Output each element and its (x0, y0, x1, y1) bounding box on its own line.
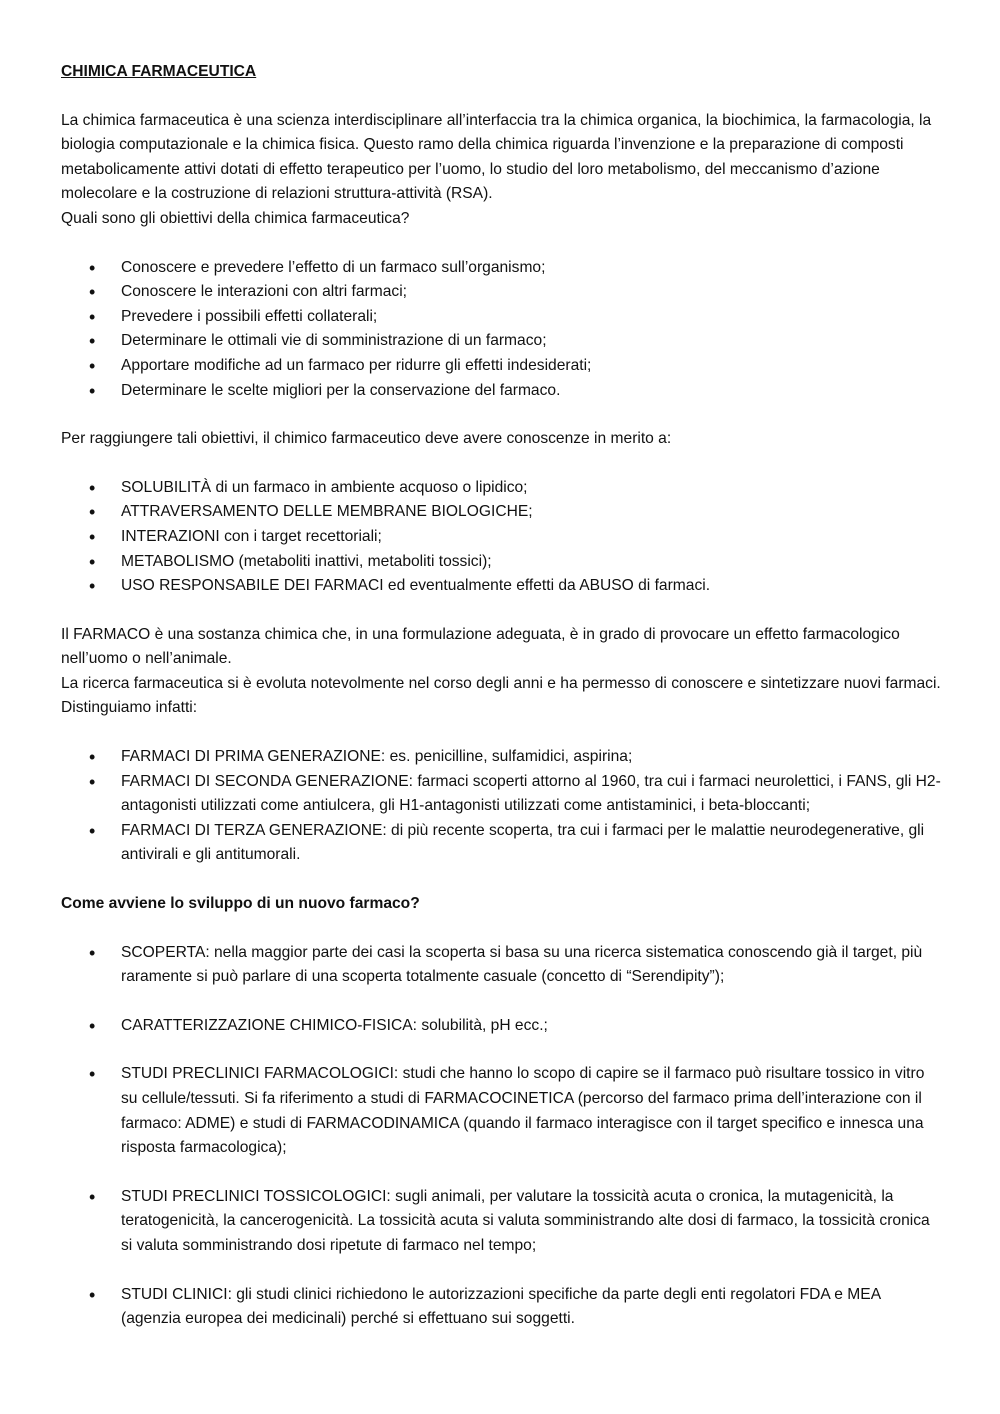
document-title: CHIMICA FARMACEUTICA (61, 63, 257, 80)
spacer (61, 868, 941, 892)
list-item: • Conoscere le interazioni con altri farmaci; (61, 280, 941, 305)
list-item: • FARMACI DI TERZA GENERAZIONE: di più recente scoperta, tra cui i farmaci per le malattie neurodegenerative, gli antivirali e gli antitumorali. (61, 819, 941, 868)
list-item: • METABOLISMO (metaboliti inattivi, metaboliti tossici); (61, 550, 941, 575)
list-item: • Conoscere e prevedere l’effetto di un farmaco sull’organismo; (61, 256, 941, 281)
list-item: • STUDI PRECLINICI FARMACOLOGICI: studi che hanno lo scopo di capire se il farmaco può risultare tossico in vitro su cellule/tessuti. Si fa riferimento a studi di FARMACOCINETICA (percorso del farmaco prima dell’interazione con il farmaco: ADME) e studi di FARMACODINAMICA (quando il farmaco interagisce con il target specifico e innesca una risposta farmacologica); (61, 1062, 941, 1160)
list-item: • STUDI PRECLINICI TOSSICOLOGICI: sugli animali, per valutare la tossicità acuta o cronica, la mutagenicità, la teratogenicità, la cancerogenicità. La tossicità acuta si valuta somministrando alte dosi di farmaco, la tossicità cronica si valuta somministrando dosi ripetute di farmaco nel tempo; (61, 1185, 941, 1259)
list-item: • Prevedere i possibili effetti collaterali; (61, 305, 941, 330)
spacer (61, 403, 941, 427)
list-item: • Determinare le scelte migliori per la conservazione del farmaco. (61, 379, 941, 404)
development-steps-list (61, 941, 941, 1332)
spacer (61, 721, 941, 745)
intro-paragraph: La chimica farmaceutica è una scienza interdisciplinare all’interfaccia tra la chimica organica, la biochimica, la farmacologia, la biologia computazionale e la chimica fisica. Questo ramo della chimica riguarda l’invenzione e la preparazione di composti metabolicamente attivi dotati di effetto terapeutico per l’uomo, lo studio del loro metabolismo, del meccanismo d’azione molecolare e la costruzione di relazioni struttura-attività (RSA). (61, 111, 932, 203)
intro-question: Quali sono gli obiettivi della chimica farmaceutica? (61, 209, 410, 227)
ricerca-paragraph: La ricerca farmaceutica si è evoluta notevolmente nel corso degli anni e ha permesso di conoscere e sintetizzare nuovi farmaci. Distinguiamo infatti: (61, 674, 941, 717)
generations-list (61, 745, 941, 868)
list-item: • INTERAZIONI con i target recettoriali; (61, 525, 941, 550)
list-item: • USO RESPONSABILE DEI FARMACI ed eventualmente effetti da ABUSO di farmaci. (61, 574, 941, 599)
spacer (61, 232, 941, 256)
spacer (61, 599, 941, 623)
document-page (61, 60, 941, 1332)
list-item: • ATTRAVERSAMENTO DELLE MEMBRANE BIOLOGICHE; (61, 500, 941, 525)
knowledge-intro: Per raggiungere tali obiettivi, il chimico farmaceutico deve avere conoscenze in merito a: (61, 430, 672, 448)
knowledge-list (61, 476, 941, 599)
list-item: • Determinare le ottimali vie di somministrazione di un farmaco; (61, 329, 941, 354)
farmaco-definition: Il FARMACO è una sostanza chimica che, in una formulazione adeguata, è in grado di provocare un effetto farmacologico nell’uomo o nell’animale. (61, 625, 900, 668)
spacer (61, 917, 941, 941)
list-item: • CARATTERIZZAZIONE CHIMICO-FISICA: solubilità, pH ecc.; (61, 1014, 941, 1039)
spacer (61, 85, 941, 109)
spacer (61, 452, 941, 476)
list-item: • STUDI CLINICI: gli studi clinici richiedono le autorizzazioni specifiche da parte degli enti regolatori FDA e MEA (agenzia europea dei medicinali) perché si effettuano sui soggetti. (61, 1283, 941, 1332)
list-item: • FARMACI DI SECONDA GENERAZIONE: farmaci scoperti attorno al 1960, tra cui i farmaci neurolettici, i FANS, gli H2-antagonisti utilizzati come antiulcera, gli H1-antagonisti utilizzati come antistaminici, i beta-bloccanti; (61, 770, 941, 819)
list-item: • SCOPERTA: nella maggior parte dei casi la scoperta si basa su una ricerca sistematica conoscendo già il target, più raramente si può parlare di una scoperta totalmente casuale (concetto di “Serendipity”); (61, 941, 941, 990)
list-item: • FARMACI DI PRIMA GENERAZIONE: es. penicilline, sulfamidici, aspirina; (61, 745, 941, 770)
development-heading: Come avviene lo sviluppo di un nuovo farmaco? (61, 895, 420, 913)
objectives-list (61, 256, 941, 404)
list-item: • SOLUBILITÀ di un farmaco in ambiente acquoso o lipidico; (61, 476, 941, 501)
list-item: • Apportare modifiche ad un farmaco per ridurre gli effetti indesiderati; (61, 354, 941, 379)
